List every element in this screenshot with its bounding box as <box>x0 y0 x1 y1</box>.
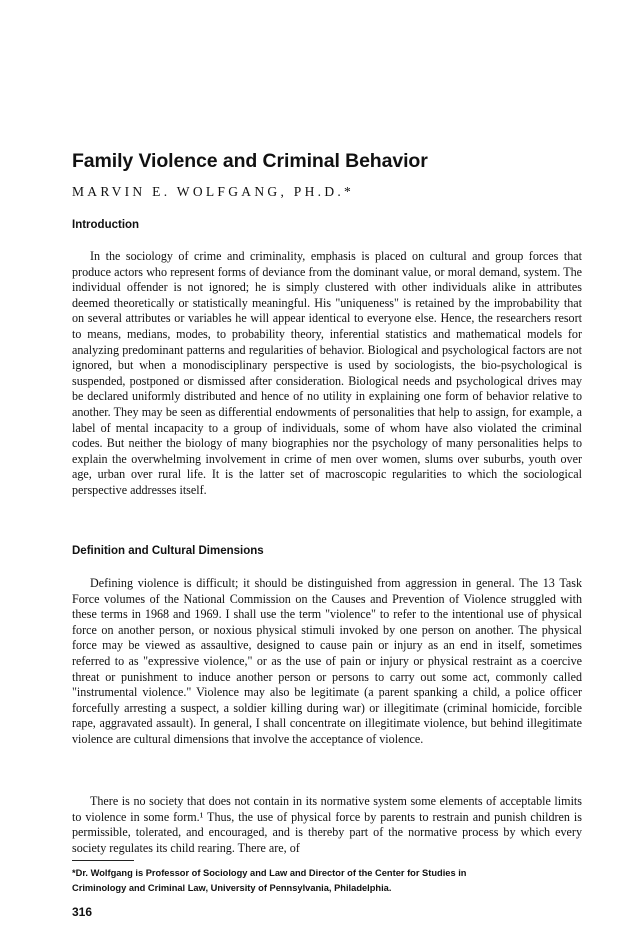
author-footnote: *Dr. Wolfgang is Professor of Sociology and Law and Director of the Center for Studies in Criminology and Criminal Law, University of Pennsylvania, Philadelphia. <box>72 868 467 893</box>
author-line: MARVIN E. WOLFGANG, PH.D.* <box>72 184 355 199</box>
section-heading-definition: Definition and Cultural Dimensions <box>72 545 264 557</box>
page-number: 316 <box>72 905 93 919</box>
paragraph-definition-2: There is no society that does not contain in its normative system some elements of acceptable limits to violence in some form.¹ Thus, the use of physical force by parents to restrain and punish children is permissible, tolerated, and encouraged, and is thereby part of the normative process by which every society regulates its child rearing. There are, of <box>72 794 582 855</box>
article-title: Family Violence and Criminal Behavior <box>72 150 428 172</box>
footnote-rule <box>72 860 134 861</box>
paragraph-introduction: In the sociology of crime and criminality, emphasis is placed on cultural and group forces that produce actors who represent forms of deviance from the dominant value, or moral demand, system. The individual offender is not ignored; he is simply clustered with other individuals alike in attributes deemed theoretically or statistically meaningful. His "uniqueness" is retained by the improbability that on several attributes or variables he will appear identical to everyone else. Hence, the researchers resort to means, medians, modes, to probability theory, inferential statistics and mathematical models for analyzing predominant patterns and regularities of behavior. Biological and psychological factors are not ignored, but when a monodisciplinary perspective is used by sociologists, the bio-psychological is suspended, postponed or dismissed after consideration. Biological needs and psychological drives may be declared uniformly distributed and hence of no utility in explaining one form of behavior relative to another. They may be seen as differential endowments of personalities that help to assign, for example, a label of mental incapacity to a group of individuals, some of whom have also violated the criminal codes. But neither the biology of many biographies nor the psychology of many personalities helps to explain the overwhelming involvement in crime of men over women, slums over suburbs, youth over age, urban over rural life. It is the latter set of macroscopic regularities to which the sociological perspective addresses itself. <box>72 249 582 497</box>
paragraph-definition-1: Defining violence is difficult; it should be distinguished from aggression in general. The 13 Task Force volumes of the National Commission on the Causes and Prevention of Violence struggled with these terms in 1968 and 1969. I shall use the term "violence" to refer to the intentional use of physical force on another person, or noxious physical stimuli invoked by one person on another. The physical force may be viewed as assaultive, designed to cause pain or injury as an end in itself, sometimes referred to as "expressive violence," or as the use of pain or injury or physical restraint as a coercive threat or punishment to induce another person or persons to carry out some act, commonly called "instrumental violence." Violence may also be legitimate (a parent spanking a child, a police officer forcefully arresting a suspect, a soldier killing during war) or illegitimate (criminal homicide, forcible rape, aggravated assault). In general, I shall concentrate on illegitimate violence, but behind illegitimate violence are cultural dimensions that involve the acceptance of violence. <box>72 576 582 746</box>
section-heading-introduction: Introduction <box>72 219 140 231</box>
